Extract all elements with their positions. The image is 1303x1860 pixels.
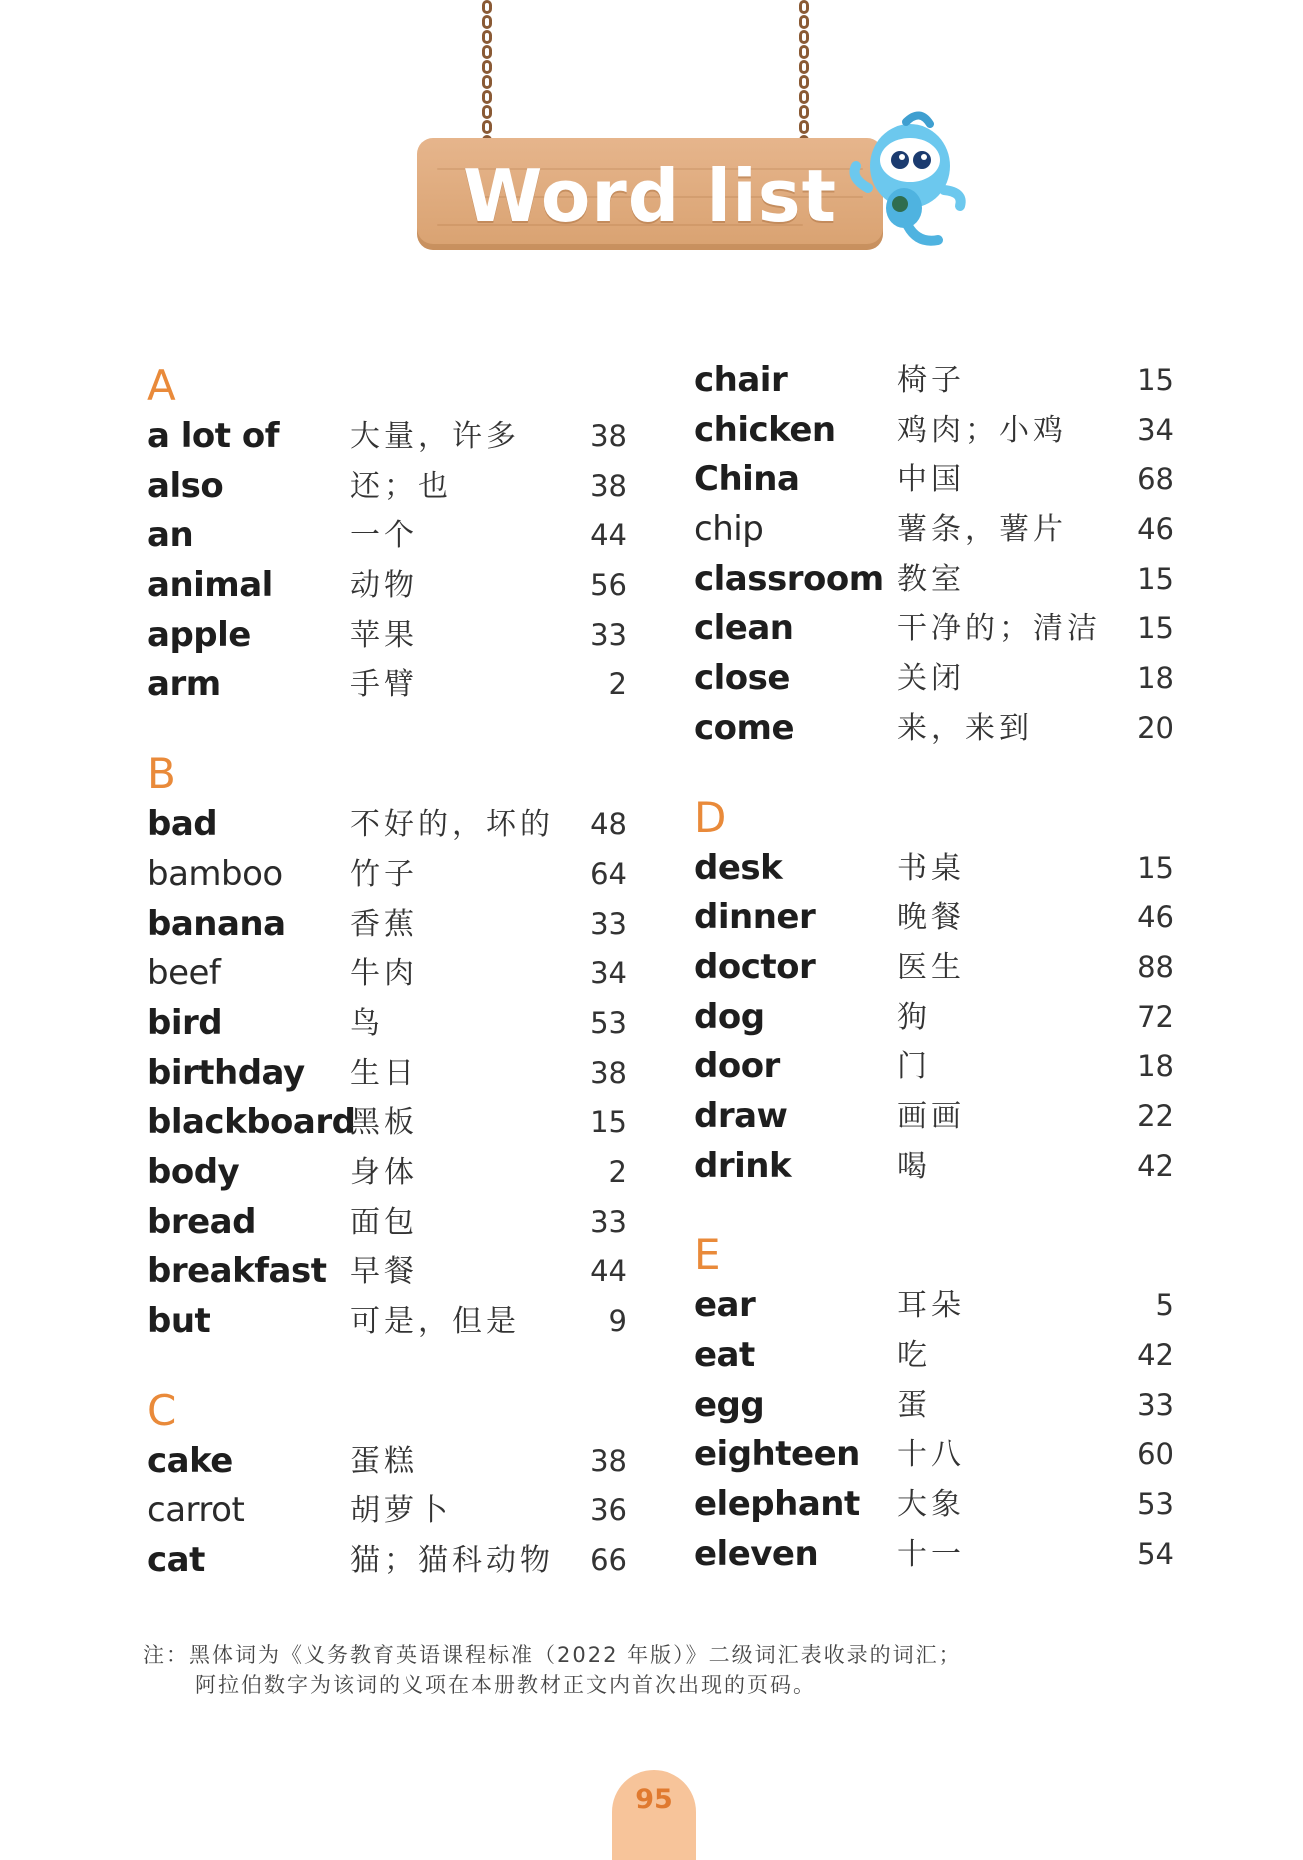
page-reference: 18 (1137, 1049, 1174, 1084)
chinese-meaning: 一个 (350, 518, 418, 554)
english-word: cat (147, 1540, 205, 1581)
footnote (143, 1640, 1183, 1700)
footnote-line-1: 注：黑体词为《义务教育英语课程标准（2022 年版）》二级词汇表收录的词汇； (143, 1643, 962, 1667)
page-reference: 2 (608, 1154, 627, 1189)
word-entry (694, 1331, 1174, 1381)
page-reference: 88 (1137, 949, 1174, 984)
english-word: elephant (694, 1484, 860, 1525)
page-reference: 15 (1137, 850, 1174, 885)
page-reference: 15 (1137, 561, 1174, 596)
english-word: China (694, 459, 800, 500)
chinese-meaning: 可是，但是 (350, 1304, 520, 1339)
english-word: eat (694, 1335, 755, 1375)
english-word: come (694, 707, 794, 748)
word-entry (147, 1297, 627, 1347)
word-entry (694, 356, 1174, 406)
word-entry (147, 800, 627, 850)
english-word: doctor (694, 946, 816, 987)
word-entry (147, 1247, 627, 1297)
chinese-meaning: 狗 (897, 999, 931, 1035)
chinese-meaning: 薯条，薯片 (897, 512, 1067, 548)
page-reference: 38 (590, 419, 627, 453)
chinese-meaning: 胡萝卜 (350, 1493, 452, 1529)
footnote-line-2: 阿拉伯数字为该词的义项在本册教材正文内首次出现的页码。 (195, 1673, 816, 1697)
english-word: dog (694, 996, 765, 1037)
english-word: bread (147, 1201, 256, 1242)
section-letter: B (147, 749, 176, 799)
word-entry (694, 1430, 1174, 1480)
chinese-meaning: 蛋 (897, 1387, 931, 1423)
chinese-meaning: 苹果 (350, 617, 418, 653)
chinese-meaning: 鸟 (350, 1005, 384, 1041)
english-word: eleven (694, 1533, 819, 1574)
word-entry (694, 654, 1174, 704)
word-entry (147, 462, 627, 512)
english-word: arm (147, 664, 221, 705)
page-reference: 46 (1137, 512, 1174, 547)
english-word: body (147, 1151, 240, 1192)
english-word: also (147, 465, 224, 506)
chinese-meaning: 大象 (897, 1487, 965, 1523)
chain-left (480, 0, 496, 152)
word-entry (694, 993, 1174, 1043)
english-word: close (694, 658, 790, 699)
word-entry (694, 1381, 1174, 1431)
word-column-right (694, 356, 1174, 1579)
page-reference: 33 (590, 617, 627, 652)
word-entry (694, 455, 1174, 505)
english-word: bad (147, 804, 218, 845)
page-reference: 15 (590, 1105, 627, 1140)
section-letter: C (147, 1385, 177, 1435)
page-reference: 15 (1137, 611, 1174, 646)
word-entry (147, 1437, 627, 1487)
page-title: Word list (462, 154, 838, 238)
word-entry (147, 1198, 627, 1248)
english-word: dinner (694, 897, 816, 938)
page-reference: 33 (590, 906, 627, 941)
page-reference: 38 (590, 468, 627, 503)
english-word: apple (147, 614, 251, 655)
word-entry (147, 1148, 627, 1198)
page-reference: 36 (590, 1493, 627, 1528)
word-column-left (147, 360, 627, 1586)
page-number-badge (612, 1770, 696, 1860)
english-word: birthday (147, 1052, 305, 1093)
page-reference: 5 (1155, 1288, 1174, 1323)
chinese-meaning: 十八 (897, 1437, 965, 1473)
page-reference: 56 (590, 568, 627, 603)
chinese-meaning: 生日 (350, 1055, 418, 1091)
english-word: an (147, 515, 194, 556)
word-entry (694, 505, 1174, 555)
english-word: blackboard (147, 1102, 356, 1143)
english-word: desk (694, 847, 783, 888)
chinese-meaning: 鸡肉；小鸡 (897, 412, 1067, 448)
mascot-icon (848, 108, 968, 248)
english-word: chair (694, 360, 788, 400)
page-reference: 60 (1137, 1437, 1174, 1472)
chinese-meaning: 动物 (350, 568, 418, 604)
page-reference: 53 (590, 1005, 627, 1040)
page-reference: 54 (1137, 1536, 1174, 1571)
english-word: bamboo (147, 853, 283, 894)
page-reference: 72 (1137, 999, 1174, 1034)
word-entry (147, 1536, 627, 1586)
chinese-meaning: 中国 (897, 462, 965, 498)
chinese-meaning: 还；也 (350, 468, 452, 504)
english-word: animal (147, 565, 273, 606)
word-entry (694, 604, 1174, 654)
page-number: 95 (635, 1784, 673, 1815)
chinese-meaning: 门 (897, 1049, 931, 1085)
word-entry (694, 943, 1174, 993)
word-entry (147, 999, 627, 1049)
page-reference: 15 (1137, 363, 1174, 397)
page-reference: 2 (608, 667, 627, 702)
english-word: a lot of (147, 416, 280, 456)
word-entry (147, 1098, 627, 1148)
page-reference: 66 (590, 1543, 627, 1578)
page-reference: 46 (1137, 900, 1174, 935)
english-word: breakfast (147, 1251, 327, 1292)
chinese-meaning: 黑板 (350, 1105, 418, 1141)
english-word: bird (147, 1002, 223, 1043)
chinese-meaning: 牛肉 (350, 956, 418, 992)
page-reference: 34 (590, 956, 627, 991)
english-word: banana (147, 903, 286, 944)
word-entry (147, 850, 627, 900)
chinese-meaning: 晚餐 (897, 900, 965, 936)
word-entry (694, 406, 1174, 456)
english-word: egg (694, 1384, 765, 1425)
english-word: chip (694, 509, 764, 550)
word-entry (694, 844, 1174, 894)
chinese-meaning: 教室 (897, 561, 965, 597)
english-word: clean (694, 608, 794, 649)
page-reference: 33 (590, 1204, 627, 1239)
chinese-meaning: 椅子 (897, 363, 965, 398)
page-reference: 44 (590, 518, 627, 553)
english-word: ear (694, 1285, 756, 1326)
english-word: classroom (694, 558, 884, 599)
page-reference: 53 (1137, 1487, 1174, 1522)
word-entry (694, 704, 1174, 754)
chinese-meaning: 吃 (897, 1338, 931, 1373)
word-entry (694, 1480, 1174, 1530)
chinese-meaning: 手臂 (350, 667, 418, 703)
word-entry (147, 511, 627, 561)
chinese-meaning: 书桌 (897, 850, 965, 886)
chinese-meaning: 身体 (350, 1154, 418, 1190)
page-reference: 9 (608, 1304, 627, 1338)
word-entry (694, 1042, 1174, 1092)
word-entry (694, 893, 1174, 943)
section-letter: A (147, 361, 176, 410)
page-reference: 34 (1137, 412, 1174, 447)
word-entry (147, 900, 627, 950)
page-reference: 42 (1137, 1148, 1174, 1183)
chinese-meaning: 大量，许多 (350, 419, 520, 454)
chinese-meaning: 喝 (897, 1148, 931, 1184)
word-entry (694, 1281, 1174, 1331)
page-reference: 33 (1137, 1387, 1174, 1422)
chinese-meaning: 关闭 (897, 661, 965, 697)
chinese-meaning: 耳朵 (897, 1288, 965, 1324)
english-word: beef (147, 953, 221, 994)
chinese-meaning: 早餐 (350, 1254, 418, 1290)
word-entry (147, 1486, 627, 1536)
page-reference: 38 (590, 1055, 627, 1090)
page-reference: 20 (1137, 710, 1174, 745)
word-entry (147, 561, 627, 611)
chinese-meaning: 猫；猫科动物 (350, 1543, 554, 1579)
word-entry (694, 1530, 1174, 1580)
english-word: eighteen (694, 1434, 860, 1475)
chinese-meaning: 医生 (897, 949, 965, 985)
page-reference: 64 (590, 856, 627, 891)
chinese-meaning: 香蕉 (350, 906, 418, 942)
english-word: but (147, 1301, 211, 1341)
word-entry (147, 1049, 627, 1099)
word-list-sign (417, 138, 883, 250)
chain-right (797, 0, 813, 152)
chinese-meaning: 蛋糕 (350, 1443, 418, 1479)
english-word: drink (694, 1145, 792, 1186)
page-reference: 18 (1137, 661, 1174, 696)
word-entry (694, 1092, 1174, 1142)
english-word: cake (147, 1440, 233, 1481)
word-entry (147, 949, 627, 999)
word-entry (147, 611, 627, 661)
word-entry (694, 1142, 1174, 1192)
chinese-meaning: 画画 (897, 1098, 965, 1134)
english-word: draw (694, 1095, 788, 1136)
page-reference: 68 (1137, 462, 1174, 497)
page-reference: 38 (590, 1443, 627, 1478)
word-entry (147, 412, 627, 462)
chinese-meaning: 来，来到 (897, 710, 1033, 746)
chinese-meaning: 十一 (897, 1536, 965, 1572)
english-word: carrot (147, 1490, 245, 1531)
chinese-meaning: 竹子 (350, 856, 418, 892)
word-entry (694, 555, 1174, 605)
page-reference: 44 (590, 1254, 627, 1289)
english-word: chicken (694, 409, 836, 450)
section-letter: D (694, 792, 727, 842)
page-reference: 48 (590, 807, 627, 842)
chinese-meaning: 干净的；清洁 (897, 611, 1101, 647)
page-reference: 22 (1137, 1098, 1174, 1133)
page-reference: 42 (1137, 1338, 1174, 1372)
english-word: door (694, 1046, 780, 1087)
chinese-meaning: 不好的，坏的 (350, 807, 554, 843)
chinese-meaning: 面包 (350, 1204, 418, 1240)
section-letter: E (694, 1230, 721, 1280)
word-entry (147, 660, 627, 710)
